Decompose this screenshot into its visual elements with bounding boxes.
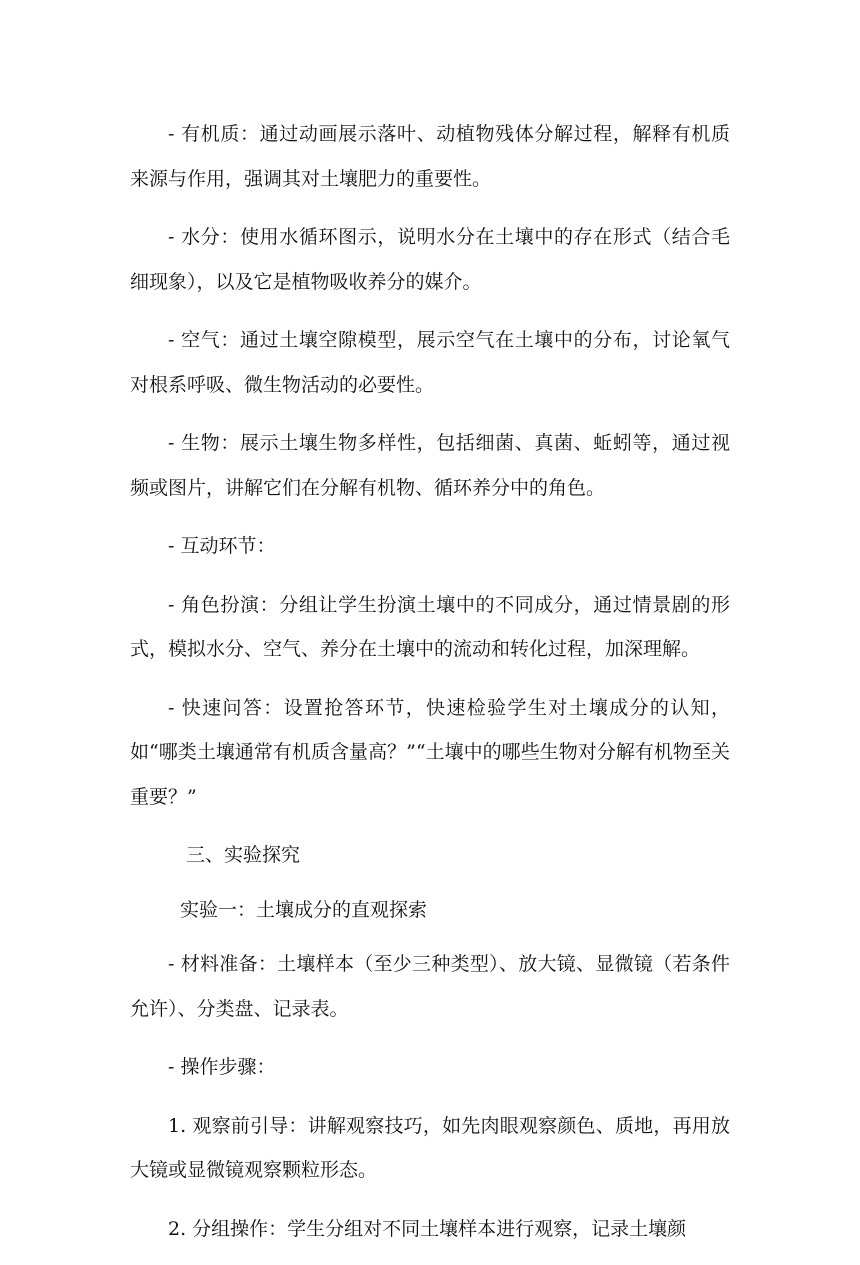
paragraph-materials: - 材料准备：土壤样本（至少三种类型）、放大镜、显微镜（若条件允许）、分类盘、记录表。: [130, 953, 730, 1020]
paragraph-water: - 水分：使用水循环图示，说明水分在土壤中的存在形式（结合毛细现象），以及它是植物吸收养分的媒介。: [130, 226, 730, 293]
paragraph-interaction: - 互动环节：: [168, 535, 276, 557]
paragraph-organisms: - 生物：展示土壤生物多样性，包括细菌、真菌、蚯蚓等，通过视频或图片，讲解它们在分解有机物、循环养分中的角色。: [130, 432, 730, 499]
experiment-title: 实验一：土壤成分的直观探索: [180, 898, 428, 921]
paragraph-role-play: - 角色扮演：分组让学生扮演土壤中的不同成分，通过情景剧的形式，模拟水分、空气、养分在土壤中的流动和转化过程，加深理解。: [130, 593, 730, 660]
paragraph-step-2: 2. 分组操作：学生分组对不同土壤样本进行观察，记录土壤颜: [168, 1217, 687, 1240]
paragraph-air: - 空气：通过土壤空隙模型，展示空气在土壤中的分布，讨论氧气对根系呼吸、微生物活动的必要性。: [130, 329, 730, 396]
paragraph-step-1: 1. 观察前引导：讲解观察技巧，如先肉眼观察颜色、质地，再用放大镜或显微镜观察颗粒形态。: [130, 1114, 730, 1181]
paragraph-organic-matter: - 有机质：通过动画展示落叶、动植物残体分解过程，解释有机质来源与作用，强调其对土壤肥力的重要性。: [130, 123, 730, 190]
section-heading: 三、实验探究: [186, 844, 301, 866]
paragraph-steps: - 操作步骤：: [168, 1056, 276, 1078]
paragraph-quick-quiz: - 快速问答：设置抢答环节，快速检验学生对土壤成分的认知，如“哪类土壤通常有机质含量高？”“土壤中的哪些生物对分解有机物至关重要？”: [130, 696, 730, 808]
document-body: [130, 112, 730, 1265]
